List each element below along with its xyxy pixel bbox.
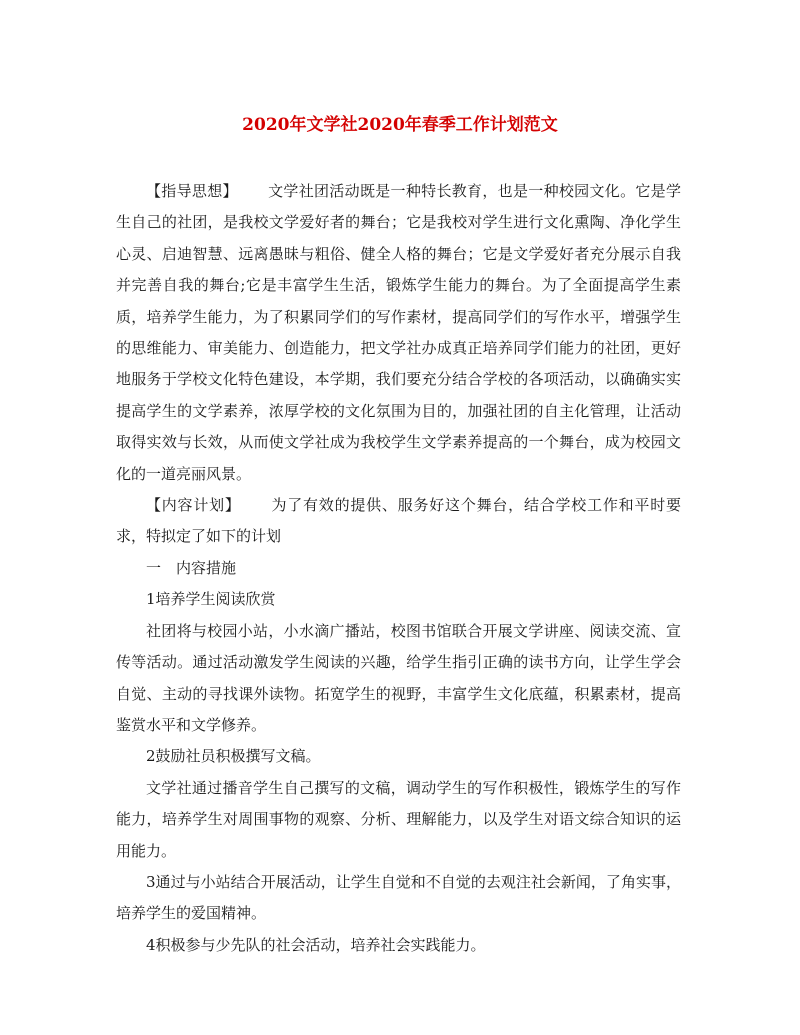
item1-text: 社团将与校园小站，小水滴广播站，校图书馆联合开展文学讲座、阅读交流、宣传等活动。通过活动激发学生阅读的兴趣，给学生指引正确的读书方向，让学生学会自觉、主动的寻找课外读物。拓宽学生的视野，丰富学生文化底蕴，积累素材，提高鉴赏水平和文学修养。 — [116, 621, 681, 734]
item3-text: 3通过与小站结合开展活动，让学生自觉和不自觉的去观注社会新闻，了角实事，培养学生的爱国精神。 — [116, 872, 681, 923]
item4-text: 4积极参与少先队的社会活动，培养社会实践能力。 — [146, 935, 486, 954]
item2-heading: 2鼓励社员积极撰写文稿。 — [146, 747, 321, 766]
item1-heading: 1培养学生阅读欣赏 — [146, 590, 276, 609]
guiding-label: 【指导思想】 — [146, 182, 238, 200]
document-title: 2020年文学社2020年春季工作计划范文 — [242, 115, 558, 135]
guiding-paragraph — [116, 176, 681, 490]
content-text: 为了有效的提供、服务好这个舞台，结合学校工作和平时要求，特拟定了如下的计划 — [116, 496, 681, 546]
document-body — [116, 176, 681, 961]
section-heading: 一 内容措施 — [146, 558, 237, 577]
content-label: 【内容计划】 — [146, 496, 241, 515]
guiding-text: 文学社团活动既是一种特长教育，也是一种校园文化。它是学生自己的社团，是我校文学爱好者的舞台；它是我校对学生进行文化熏陶、净化学生心灵、启迪智慧、远离愚昧与粗俗、健全人格的舞台；它是文学爱好者充分展示自我并完善自我的舞台;它是丰富学生生活，锻炼学生能力的舞台。为了全面提高学生素质，培养学生能力，为了积累同学们的写作素材，提高同学们的写作水平，增强学生的思维能力、审美能力、创造能力，把文学社办成真正培养同学们能力的社团，更好地服务于学校文化特色建设，本学期，我们要充分结合学校的各项活动，以确确实实提高学生的文学素养，浓厚学校的文化氛围为目的，加强社团的自主化管理，让活动取得实效与长效，从而使文学社成为我校学生文学素养提高的一个舞台，成为校园文化的一道亮丽风景。 — [116, 182, 681, 483]
item2-text: 文学社通过播音学生自己撰写的文稿，调动学生的写作积极性，锻炼学生的写作能力，培养学生对周围事物的观察、分析、理解能力，以及学生对语文综合知识的运用能力。 — [116, 778, 681, 860]
content-paragraph — [116, 490, 681, 553]
